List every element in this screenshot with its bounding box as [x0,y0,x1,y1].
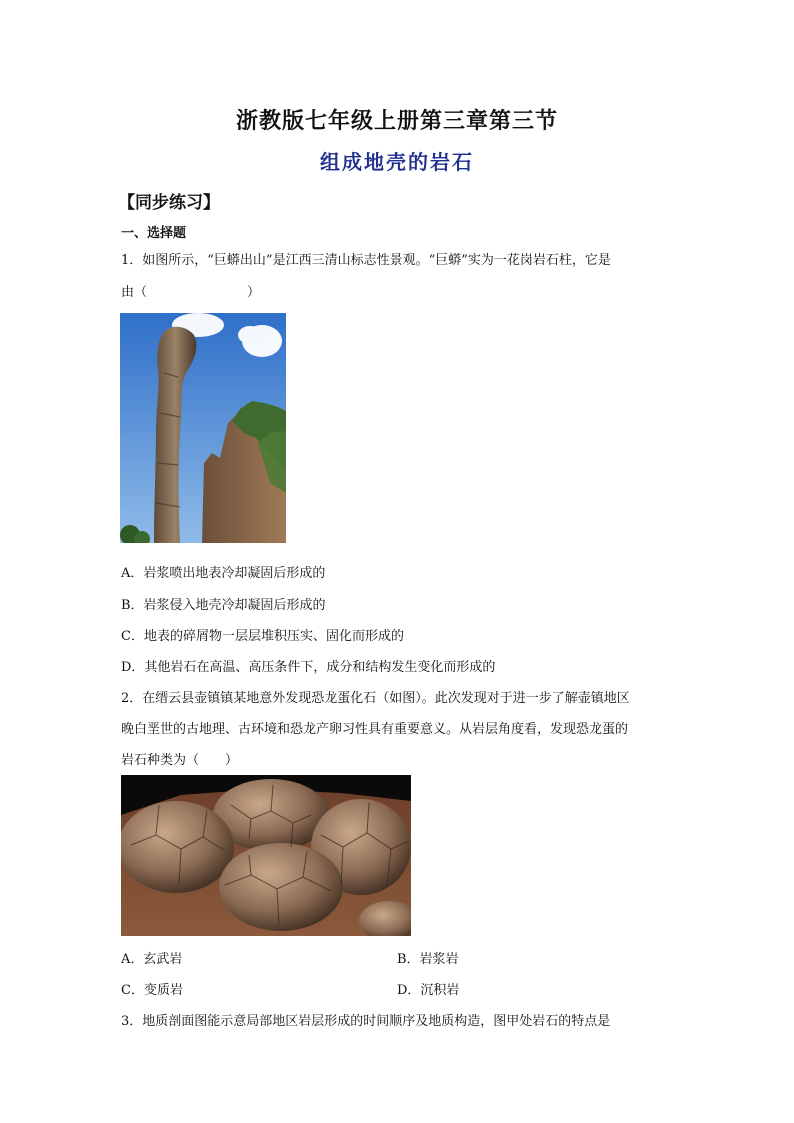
question-1-stem-suffix: ） [247,285,261,300]
page-subtitle: 组成地壳的岩石 [320,150,474,174]
question-2-option-d: D．沉积岩 [397,983,460,998]
question-2-option-c: C．变质岩 [121,983,183,998]
question-1-option-d: D．其他岩石在高温、高压条件下，成分和结构发生变化而形成的 [121,660,496,675]
part-heading: 一、选择题 [121,226,187,241]
dinosaur-eggs-image [121,775,411,936]
question-2-stem-line-3: 岩石种类为（ ） [121,753,239,768]
question-2-stem-line-1: 2．在缙云县壶镇镇某地意外发现恐龙蛋化石（如图）。此次发现对于进一步了解壶镇地区 [121,691,630,706]
dinosaur-eggs-illustration [121,775,411,936]
page-title: 浙教版七年级上册第三章第三节 [235,108,558,134]
rock-pillar-image [120,313,286,543]
question-1-option-c: C．地表的碎屑物一层层堆积压实、固化而形成的 [121,629,404,644]
question-1-stem-prefix: 由（ [121,285,148,300]
question-1-option-a: A．岩浆喷出地表冷却凝固后形成的 [121,566,326,581]
question-1-stem-line-2 [121,281,681,300]
question-1-stem-line-1: 1．如图所示，“巨蟒出山”是江西三清山标志性景观。“巨蟒”实为一花岗岩石柱，它是 [121,253,611,268]
question-3-stem-line-1: 3．地质剖面图能示意局部地区岩层形成的时间顺序及地质构造，图甲处岩石的特点是 [121,1014,611,1029]
question-1-option-b: B．岩浆侵入地壳冷却凝固后形成的 [121,598,326,613]
question-2-option-a: A．玄武岩 [121,952,183,967]
rock-pillar-illustration [120,313,286,543]
question-2-option-b: B．岩浆岩 [397,952,459,967]
section-heading: 【同步练习】 [118,193,220,213]
question-2-stem-line-2: 晚白垩世的古地理、古环境和恐龙产卵习性具有重要意义。从岩层角度看，发现恐龙蛋的 [121,722,629,737]
